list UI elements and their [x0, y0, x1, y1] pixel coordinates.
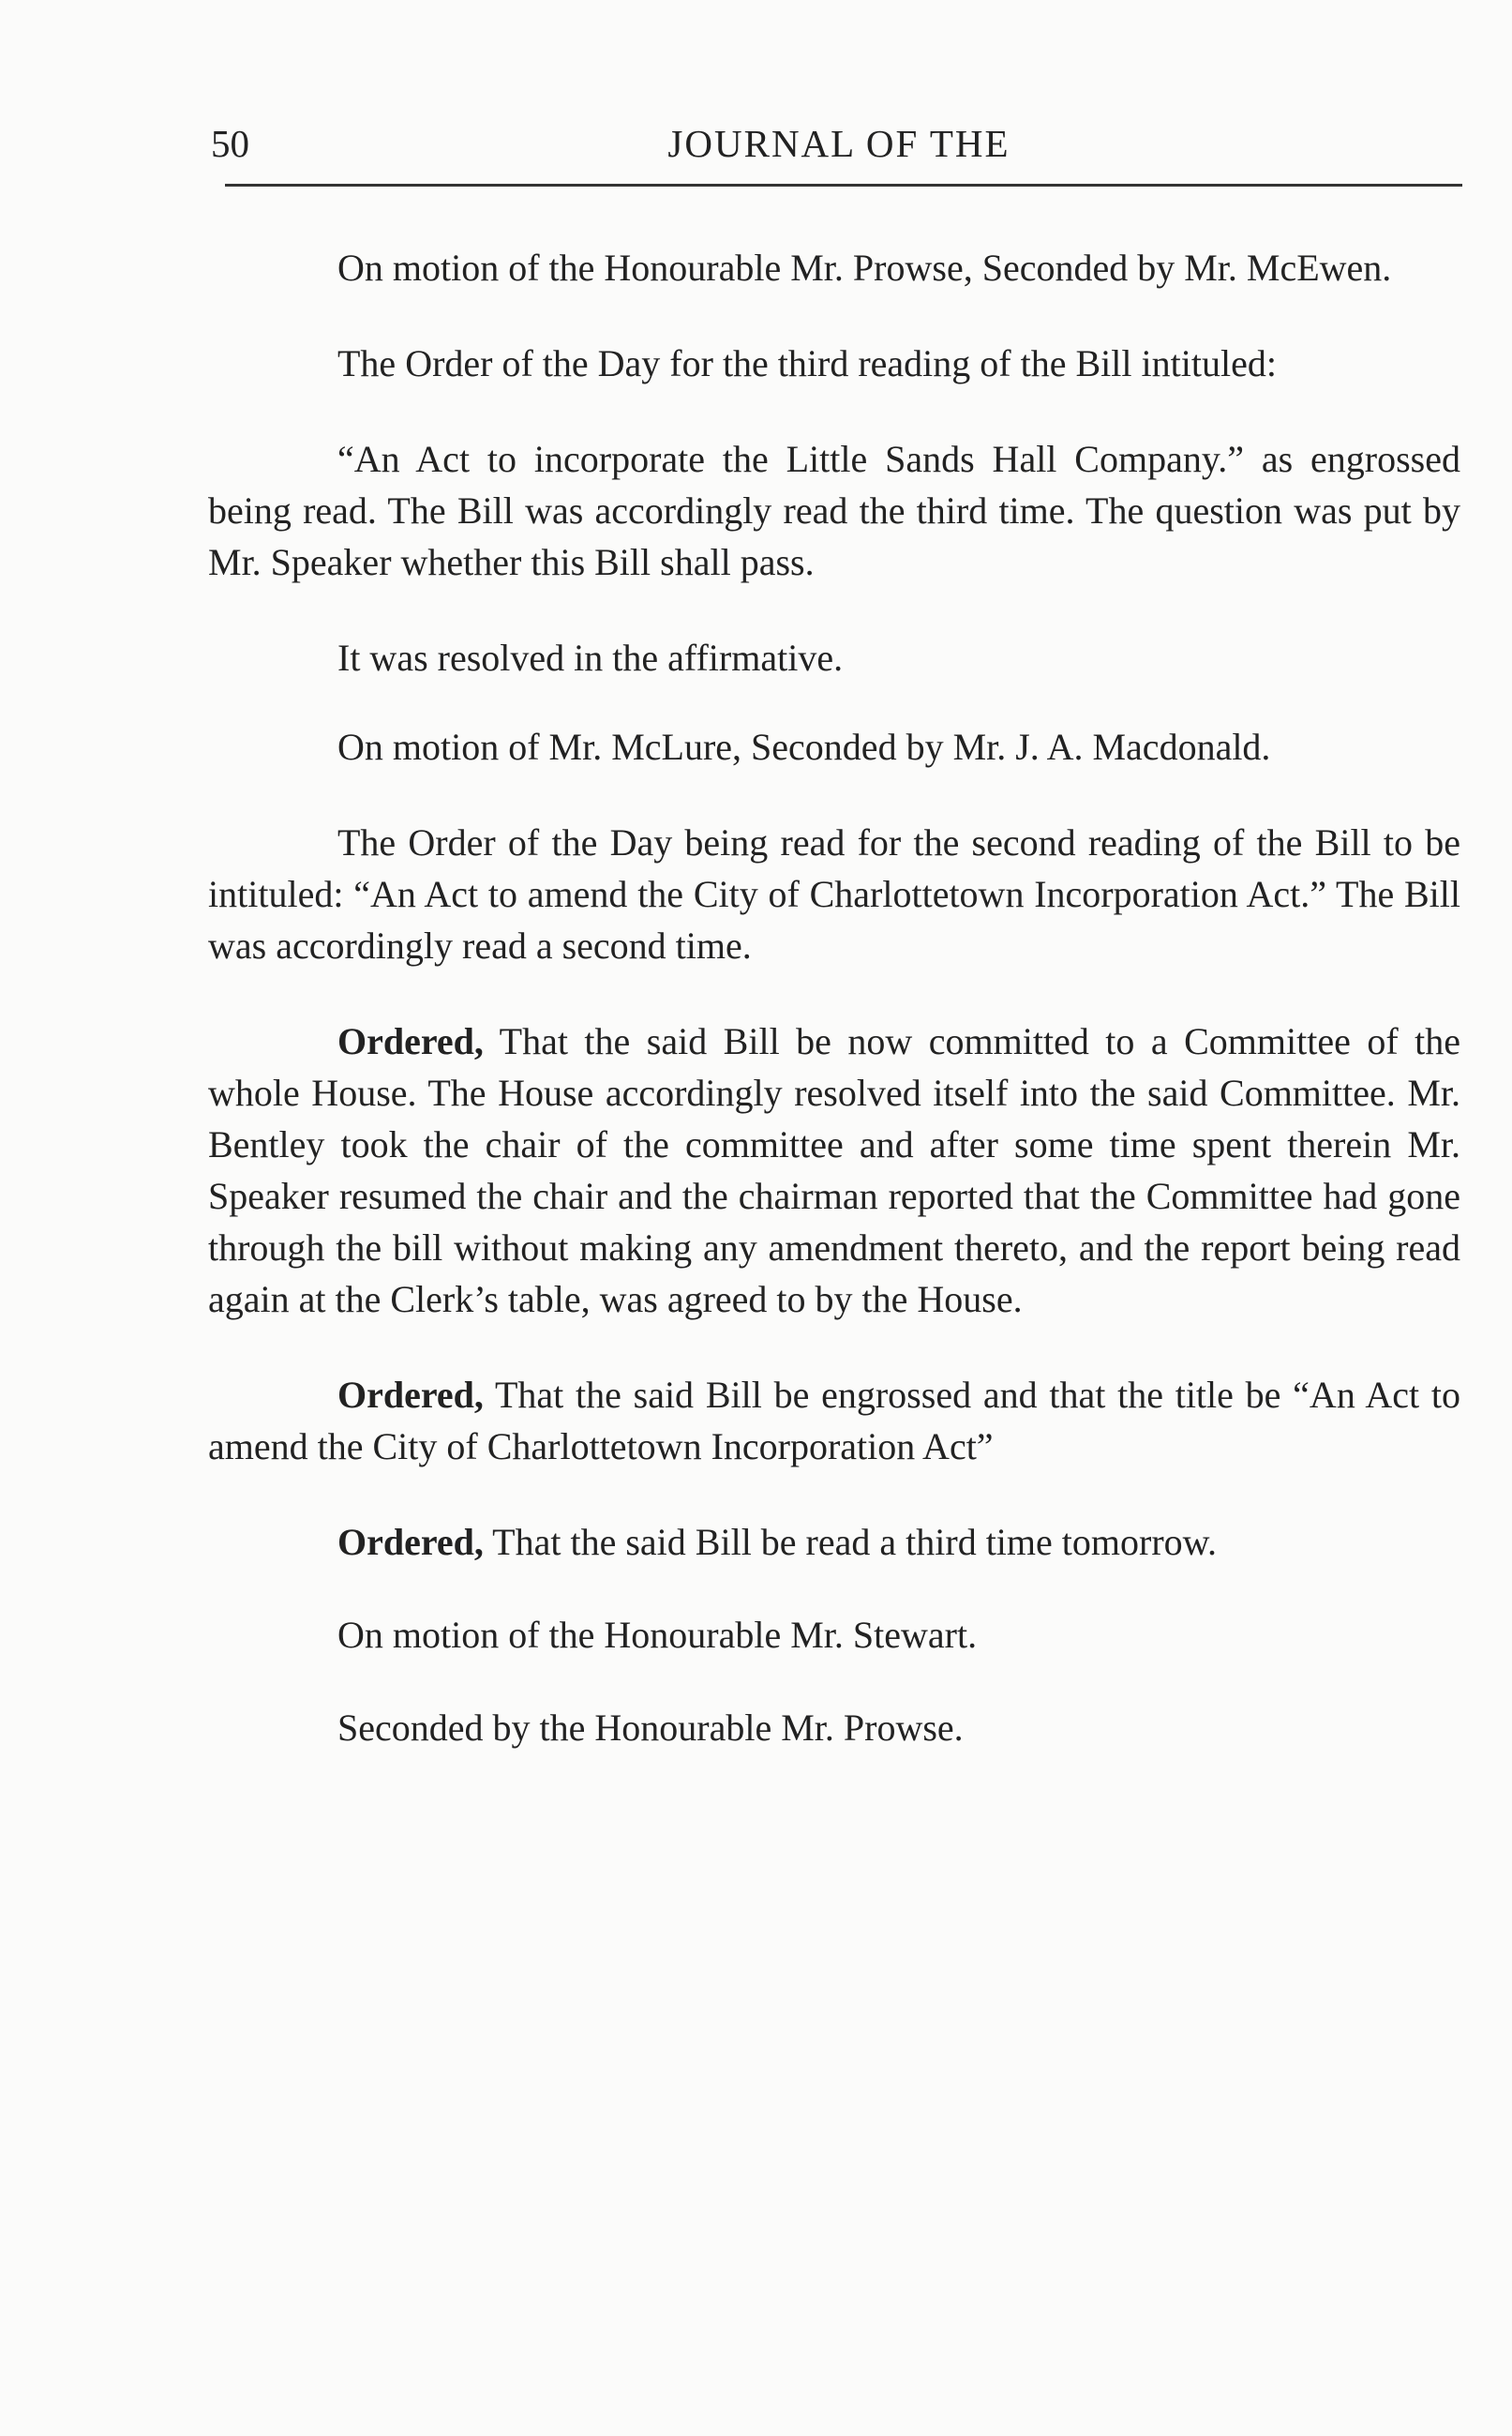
paragraph-little-sands-act	[208, 433, 1460, 588]
paragraph-text: The Order of the Day for the third reading of the Bill intituled:	[337, 342, 1277, 384]
paragraph-ordered-committed	[208, 1015, 1460, 1325]
paragraph-text: That the said Bill be now committed to a Committee of the whole House. The House accordingly resolved itself into the said Committee. Mr. Bentley took the chair of the committee and after some time spent therein Mr. Speaker resumed the chair and the chairman reported that the Committee had gone through the bill without making any amendment thereto, and the report being read again at the Clerk’s table, was agreed to by the House.	[208, 1020, 1460, 1320]
paragraph-resolved	[208, 632, 1460, 684]
paragraph-lead: Ordered,	[337, 1020, 484, 1062]
paragraph-text: On motion of the Honourable Mr. Stewart.	[337, 1614, 978, 1656]
paragraph-text: That the said Bill be read a third time tomorrow.	[483, 1521, 1217, 1563]
paragraph-ordered-engrossed	[208, 1369, 1460, 1472]
paragraph-ordered-third-time	[208, 1516, 1460, 1568]
page-header	[211, 120, 1467, 176]
header-rule	[225, 184, 1462, 187]
paragraph-text: On motion of Mr. McLure, Seconded by Mr. J. A. Macdonald.	[337, 726, 1271, 768]
paragraph-lead: Ordered,	[337, 1521, 484, 1563]
paragraph-seconded-prowse	[208, 1702, 1460, 1753]
paragraph-text: The Order of the Day being read for the second reading of the Bill to be intituled: “An Act to amend the City of Charlottetown Incorporation Act.” The Bill was accordingly read a second time.	[208, 821, 1460, 967]
page-number: 50	[211, 122, 249, 165]
paragraph-text: That the said Bill be engrossed and that the title be “An Act to amend the City of Charlottetown Incorporation Act”	[208, 1374, 1460, 1467]
paragraph-order-third-reading	[208, 338, 1460, 389]
body-text	[208, 242, 1460, 1797]
paragraph-text: On motion of the Honourable Mr. Prowse, Seconded by Mr. McEwen.	[337, 247, 1392, 289]
paragraph-motion-stewart	[208, 1609, 1460, 1661]
paragraph-lead: Ordered,	[337, 1374, 484, 1416]
paragraph-text: Seconded by the Honourable Mr. Prowse.	[337, 1707, 964, 1749]
paragraph-text: It was resolved in the affirmative.	[337, 637, 844, 679]
paragraph-motion-mclure	[208, 721, 1460, 773]
paragraph-text: “An Act to incorporate the Little Sands Hall Company.” as engrossed being read. The Bill was accordingly read the third time. The question was put by Mr. Speaker whether this Bill shall pass.	[208, 438, 1460, 583]
running-head: JOURNAL OF THE	[667, 122, 1010, 165]
paragraph-motion-prowse	[208, 242, 1460, 293]
paragraph-order-second-reading	[208, 817, 1460, 971]
